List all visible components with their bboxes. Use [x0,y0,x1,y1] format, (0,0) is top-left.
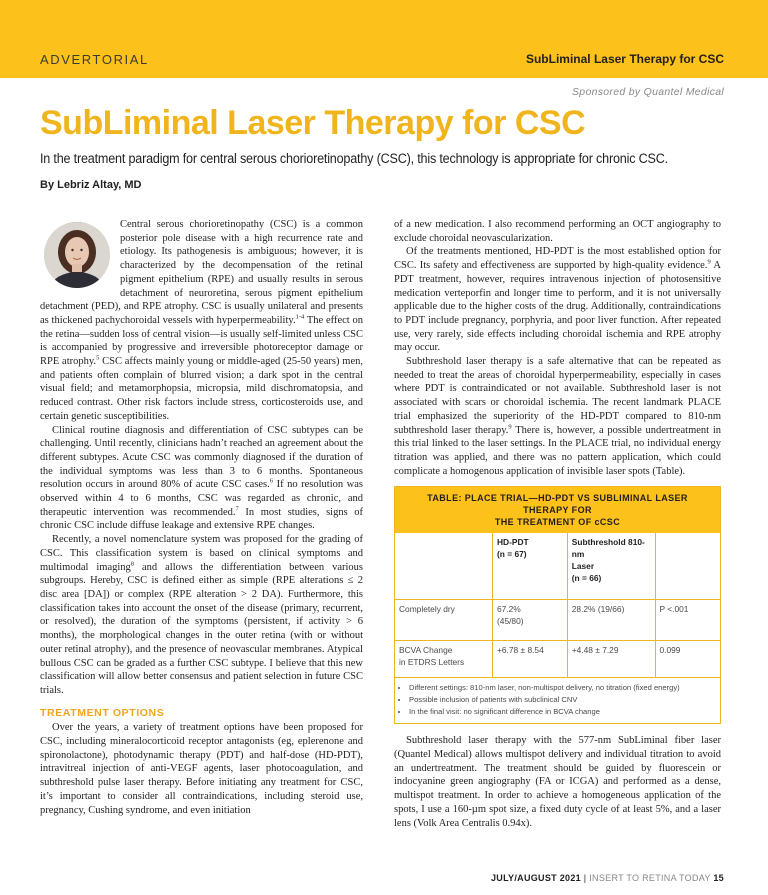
paragraph: of a new medication. I also recommend performing an OCT angiography to exclude choroidal neovascularization. [394,219,721,244]
paragraph: Subthreshold laser therapy is a safe alternative that can be repeated as needed to treat the areas of choroidal hyperpermeability, especially in cases where PDT is contraindicated or not available. Subthreshold laser is not associated with scars or choroidal ischemia. The recent landmark PLACE trial emphasized the superiority of the HD-PDT compared to 810-nm subthreshold laser therapy.$^9$ There is, however, a possible undertreatment in this trial linked to the laser settings. In the PLACE trial, no individual energy titration was applied, and there was no pattern application, which could complicate a homogenous application of invisible laser spots (Table). [394,356,721,477]
advertorial-label: ADVERTORIAL [40,52,149,67]
paragraph: Clinical routine diagnosis and differentiation of CSC subtypes can be challenging. Until recently, clinicians hadn’t reached an agreement about the different subtypes. Acute CSC was commonly diagnosed if the duration of the individual symptoms was less than 3 to 6 months. Spontaneous resolution occurs in around 80% of acute CSC cases.$^6$ If no resolution was observed within 4 to 6 months, CSC was regarded as chronic, and therapeutic intervention was recommended.$^7$ In most studies, signs of chronic CSC include diffuse leakage and extensive RPE changes. [40,424,363,532]
paragraph: Subthreshold laser therapy with the 577-nm SubLiminal fiber laser (Quantel Medical) allows multispot delivery and individual titration to avoid an undertreatment. The treatment should be guided by fluorescein or indocyanine green angiography (FA or ICGA) and performed as a dense, multispot treatment. In order to achieve a homogeneous application of the spots, I use a 160-µm spot size, a fixed duty cycle of at least 5%, and a laser lens (Volk Area Centralis 0.94x). [394,735,721,829]
section-heading: TREATMENT OPTIONS [40,706,165,719]
article-deck: In the treatment paradigm for central serous chorioretinopathy (CSC), this technology is appropriate for chronic CSC. [40,151,668,166]
column-header-hdpdt: HD-PDT (n = 67) [493,533,568,600]
table-title: TABLE: PLACE TRIAL—HD-PDT VS SUBLIMINAL LASER THERAPY FOR THE TREATMENT OF cCSC [395,487,720,533]
place-trial-table [394,486,721,724]
byline: By Lebriz Altay, MD [40,179,142,191]
page-footer: JULY/AUGUST 2021 | INSERT TO RETINA TODAY 15 [490,873,724,883]
author-portrait [44,222,110,288]
table-row: BCVA Change in ETDRS Letters +6.78 ± 8.54 +4.48 ± 7.29 0.099 [395,641,720,678]
table-notes: • Different settings: 810-nm laser, non-multispot delivery, no titration (fixed energy) • Possible inclusion of patients with subclinical CNV • In the final visit: no significant difference in BCVA change [395,682,720,718]
paragraph: Central serous chorioretinopathy (CSC) is a common posterior pole disease with a high recurrence rate and etiology. Its pathogenesis is ambiguous; however, it is characterized by the decompensation of the retinal pigment epithelium (RPE) and usually results in serous detachment of neuroretina, serous pigment epithelium detachment (PED), and RPE atrophy. CSC is usually unilateral and presents as thickened pachychoroidal vessels with hyperpermeability.$^{1-4}$ The effect on the retina—sudden loss of central vision—is usually self-limited unless CSC is accompanied by progressive and irreversible photoreceptor damage or RPE atrophy.$^5$ CSC affects mainly young or middle-aged (25-50 years) men, and patients often complain of blurred vision; a dark spot in the central visual field; and metamorphopsia, micropsia, mild dischromatopsia, and reduced contrast. Other risk factors include stress, corticosteroids use, and certain genetic susceptibilities. [40,219,363,422]
paragraph: Of the treatments mentioned, HD-PDT is the most established option for CSC. Its safety and effectiveness are supported by high-quality evidence.$^9$ A PDT treatment, however, requires intravenous injection of photosensitive medication verteporfin and longer time to perform, and it is not universally applicable due to the higher costs of the drug. Additionally, contraindications to PDT include pregnancy, porphyria, and poor liver function. After repeated use, very rarely, side effects including choroidal ischemia and RPE atrophy may occur. [394,246,721,354]
right-column [394,218,721,830]
table-row: Completely dry 67.2% (45/80) 28.2% (19/66) P <.001 [395,600,720,641]
table-header-row [395,533,720,600]
sponsor-line: Sponsored by Quantel Medical [572,86,724,98]
article-title: SubLiminal Laser Therapy for CSC [40,104,586,142]
paragraph: Over the years, a variety of treatment options have been proposed for CSC, including mineralocorticoid receptor antagonists (eg, eplerenone and spironolactone), photodynamic therapy (PDT) and half-dose (HD-PDT), intravitreal injection of anti-VEGF agents, laser photocoagulation, and subthreshold pulse laser therapy. Before initiating any treatment for CSC, it’s important to consider all contraindications, including steroid use, pregnancy, Cushing syndrome, and even initiation [40,722,363,816]
paragraph: Recently, a novel nomenclature system was proposed for the grading of CSC. This classification system is based on clinical symptoms and multimodal imaging$^8$ and allows the differentiation between various subgroups. Hereby, CSC is defined either as simple (RPE alterations ≤ 2 disc area [DA]) or complex (RPE alteration > 2 DA). Furthermore, this classification takes into account the onset of the disease (primary, recurrent, or resolved), the duration of the symptoms (persistent, if activity > 6 months), the morphological changes in the outer retina (with or without outer retinal atrophy), and the presence of neovascular membranes. Atypical bullous CSC can be graded as a further CSC subtype. I believe that this new classification will allow better consensus and patient selection in future CSC trials. [40,534,363,696]
column-header-laser: Subthreshold 810-nm Laser (n = 66) [567,533,655,600]
running-title: SubLiminal Laser Therapy for CSC [525,52,724,66]
left-column [40,218,363,817]
